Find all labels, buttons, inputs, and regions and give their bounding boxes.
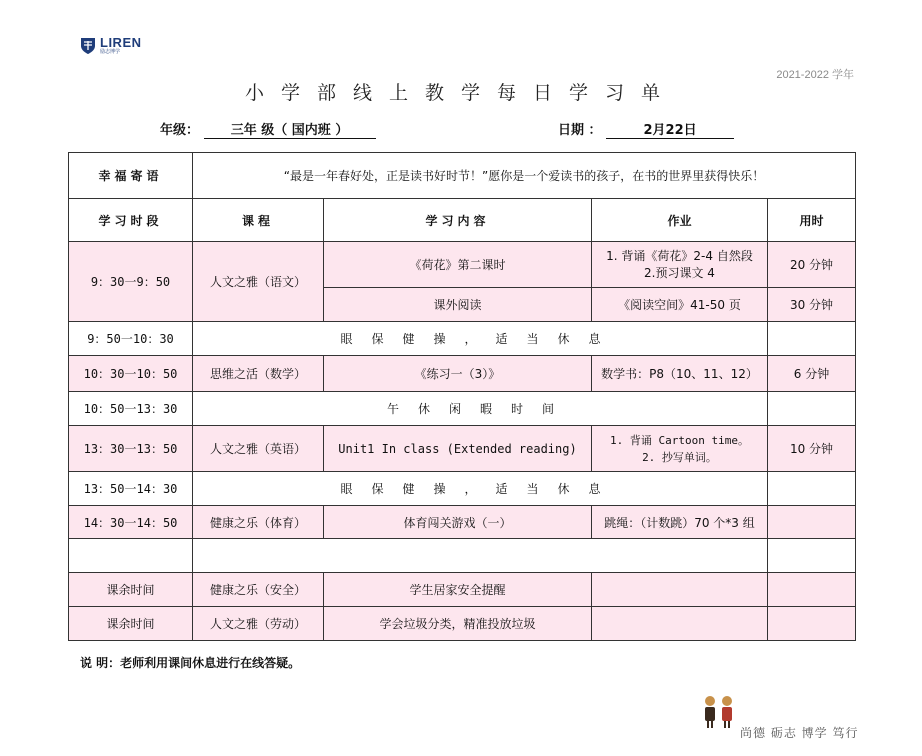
row-duration-empty [768, 322, 856, 356]
header-course: 课程 [193, 199, 324, 242]
row-course: 人文之雅（劳动） [193, 607, 324, 641]
row-content: 课外阅读 [324, 288, 592, 322]
row-time: 课余时间 [69, 607, 193, 641]
grade-label: 年级： [160, 123, 200, 138]
row-activity: 午休闲暇时间 [193, 392, 768, 426]
table-row [69, 322, 856, 356]
logo-name: LIREN [100, 35, 142, 50]
empty-duration [768, 539, 856, 573]
row-homework [592, 607, 768, 641]
row-content: 《练习一（3）》 [324, 356, 592, 392]
table-row [69, 573, 856, 607]
row-homework [592, 573, 768, 607]
note-text: 说 明：老师利用课间休息进行在线答疑。 [80, 656, 301, 670]
row-duration [768, 506, 856, 539]
table-row [69, 392, 856, 426]
row-course: 健康之乐（体育） [193, 506, 324, 539]
header-homework: 作业 [592, 199, 768, 242]
row-course: 人文之雅（语文） [193, 242, 324, 322]
row-content: 学生居家安全提醒 [324, 573, 592, 607]
date-line [558, 119, 734, 139]
header-content: 学习内容 [324, 199, 592, 242]
table-row-empty [69, 539, 856, 573]
schedule-table [68, 152, 856, 641]
row-duration [768, 607, 856, 641]
row-time: 10：50一13：30 [69, 392, 193, 426]
row-time: 10：30一10：50 [69, 356, 193, 392]
logo-subtitle: 励志博学 [100, 49, 121, 55]
row-duration: 6 分钟 [768, 356, 856, 392]
row-content: 《荷花》第二课时 [324, 242, 592, 288]
date-label: 日期 ： [558, 123, 602, 138]
school-motto: 尚德 砺志 博学 笃行 [740, 726, 859, 740]
row-homework: 跳绳：（计数跳）70 个*3 组 [592, 506, 768, 539]
row-course: 思维之活（数学） [193, 356, 324, 392]
shield-logo-icon [80, 37, 96, 55]
row-duration: 20 分钟 [768, 242, 856, 288]
row-time: 课余时间 [69, 573, 193, 607]
row-content: 学会垃圾分类，精准投放垃圾 [324, 607, 592, 641]
row-content: 体育闯关游戏（一） [324, 506, 592, 539]
grade-value: 三年 级（ 国内班 ） [204, 119, 376, 139]
row-course: 人文之雅（英语） [193, 426, 324, 472]
row-activity: 眼保健操，适当休息 [193, 322, 768, 356]
header-duration: 用时 [768, 199, 856, 242]
row-duration-empty [768, 472, 856, 506]
blessing-label: 幸福寄语 [69, 153, 193, 199]
empty-content [193, 539, 768, 573]
page-title: 小学部线上教学每日学习单 [244, 82, 677, 104]
row-duration: 10 分钟 [768, 426, 856, 472]
row-time: 14：30一14：50 [69, 506, 193, 539]
row-activity: 眼保健操，适当休息 [193, 472, 768, 506]
row-time: 9：50一10：30 [69, 322, 193, 356]
row-homework: 1. 背诵 Cartoon time。 2. 抄写单词。 [592, 426, 768, 472]
blessing-text: “最是一年春好处，正是读书好时节！”愿你是一个爱读书的孩子，在书的世界里获得快乐！ [193, 153, 856, 199]
row-time: 13：50一14：30 [69, 472, 193, 506]
table-row [69, 506, 856, 539]
table-row [69, 607, 856, 641]
grade-line [160, 119, 376, 139]
row-duration [768, 573, 856, 607]
row-course: 健康之乐（安全） [193, 573, 324, 607]
table-row [69, 242, 856, 288]
date-value: 2月22日 [606, 119, 734, 139]
blessing-row [69, 153, 856, 199]
table-row [69, 472, 856, 506]
mascots-illustration-icon [700, 692, 740, 732]
row-homework: 《阅读空间》41-50 页 [592, 288, 768, 322]
header-time: 学习时段 [69, 199, 193, 242]
row-content: Unit1 In class (Extended reading) [324, 426, 592, 472]
row-homework: 1. 背诵《荷花》2-4 自然段 2.预习课文 4 [592, 242, 768, 288]
row-time: 9：30一9：50 [69, 242, 193, 322]
table-row [69, 426, 856, 472]
school-logo [80, 36, 142, 55]
row-homework: 数学书：P8（10、11、12） [592, 356, 768, 392]
header-row [69, 199, 856, 242]
table-row [69, 356, 856, 392]
row-time: 13：30一13：50 [69, 426, 193, 472]
row-duration: 30 分钟 [768, 288, 856, 322]
row-duration-empty [768, 392, 856, 426]
empty-time [69, 539, 193, 573]
school-year: 2021-2022 学年 [776, 69, 854, 81]
